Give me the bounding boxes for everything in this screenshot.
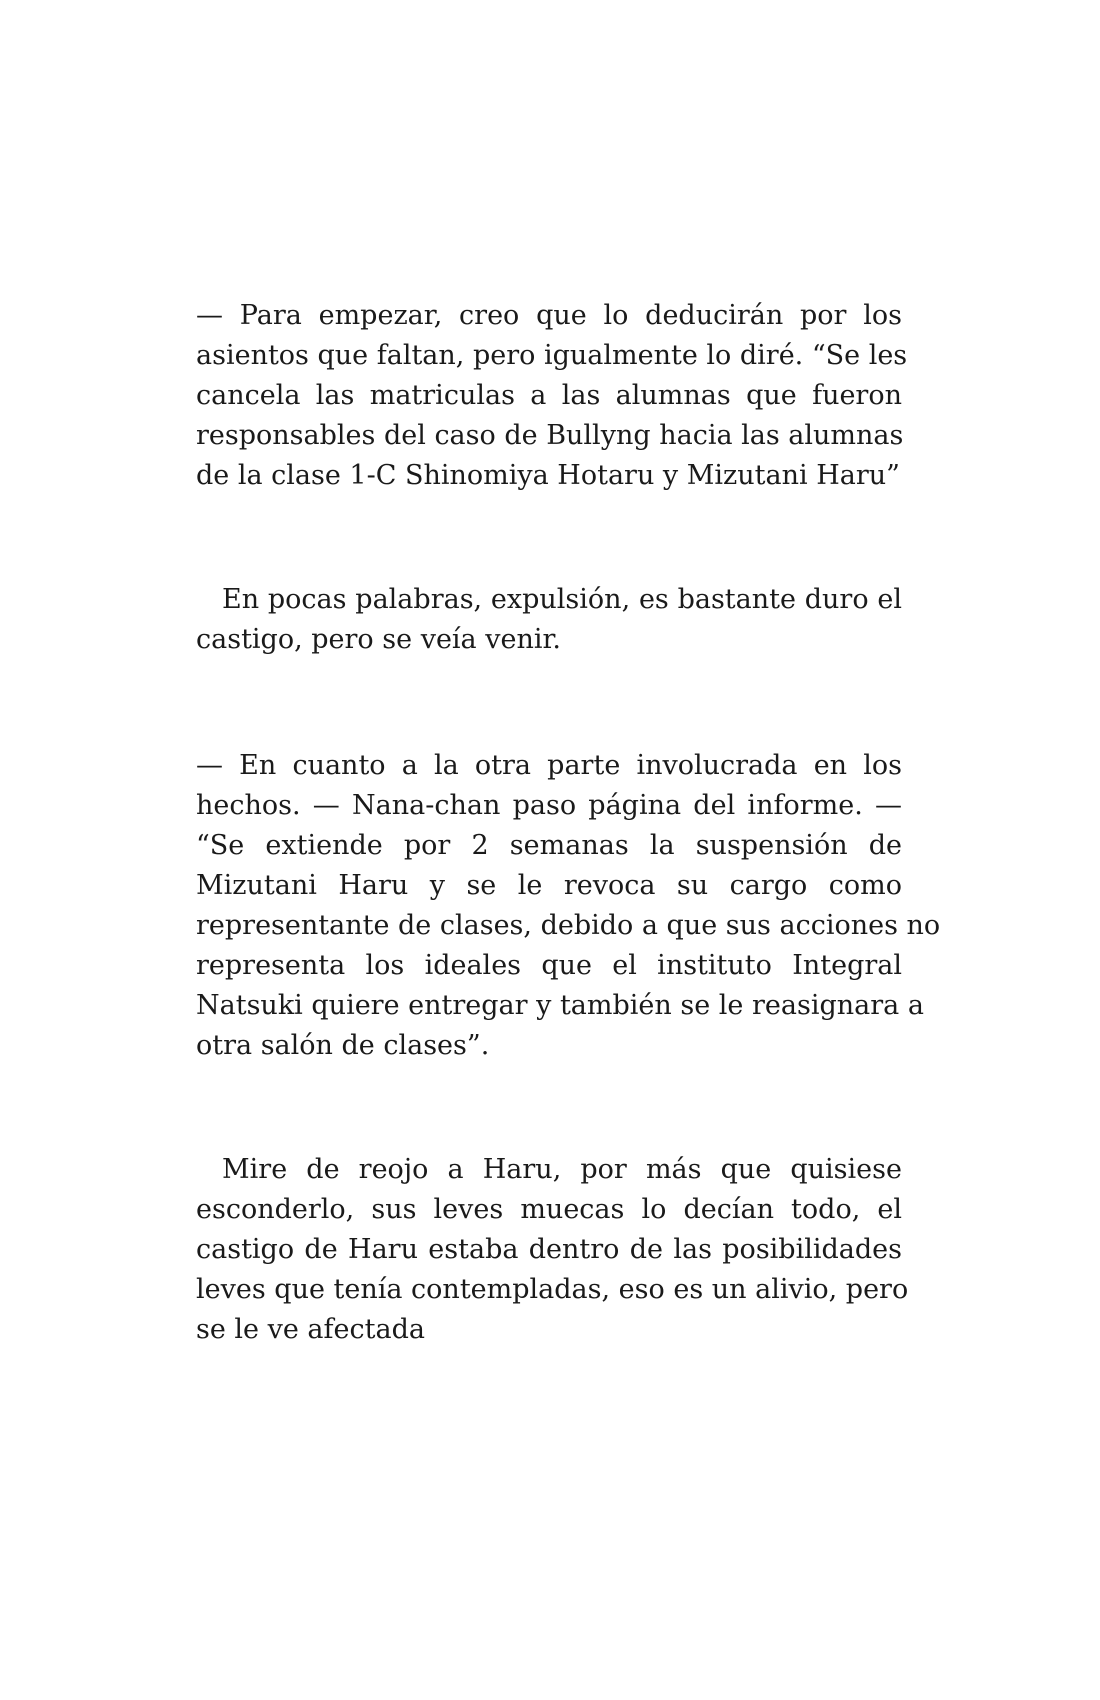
text-line: otra salón de clases”.	[196, 1030, 490, 1061]
paragraph-dialogue-expulsion	[196, 296, 908, 496]
text-line: Mizutani Haru y se le revoca su cargo como	[196, 870, 902, 901]
text-line: castigo de Haru estaba dentro de las posibilidades	[196, 1234, 902, 1265]
text-line: esconderlo, sus leves muecas lo decían todo, el	[196, 1194, 902, 1225]
paragraph-narration-punishment	[196, 580, 902, 660]
text-line: Mire de reojo a Haru, por más que quisiese	[222, 1154, 902, 1185]
text-line: cancela las matriculas a las alumnas que fueron	[196, 380, 902, 411]
text-line: responsables del caso de Bullyng hacia las alumnas	[196, 420, 904, 451]
text-line: asientos que faltan, pero igualmente lo diré. “Se les	[196, 340, 908, 371]
text-line: “Se extiende por 2 semanas la suspensión de	[196, 830, 902, 861]
text-line: leves que tenía contempladas, eso es un alivio, pero	[196, 1274, 909, 1305]
text-line: Natsuki quiere entregar y también se le reasignara a	[196, 990, 924, 1021]
paragraph-dialogue-suspension	[196, 746, 941, 1066]
text-line: castigo, pero se veía venir.	[196, 624, 562, 655]
text-line: de la clase 1-C Shinomiya Hotaru y Mizutani Haru”	[196, 460, 900, 491]
text-line: representante de clases, debido a que sus acciones no	[196, 910, 941, 941]
text-line: — Para empezar, creo que lo deducirán por los	[196, 300, 902, 331]
text-line: — En cuanto a la otra parte involucrada en los	[196, 750, 902, 781]
text-line: En pocas palabras, expulsión, es bastante duro el	[222, 584, 902, 615]
text-line: representa los ideales que el instituto Integral	[196, 950, 902, 981]
text-line: se le ve afectada	[196, 1314, 425, 1345]
paragraph-narration-haru	[196, 1150, 909, 1350]
text-line: hechos. — Nana-chan paso página del informe. —	[196, 790, 902, 821]
